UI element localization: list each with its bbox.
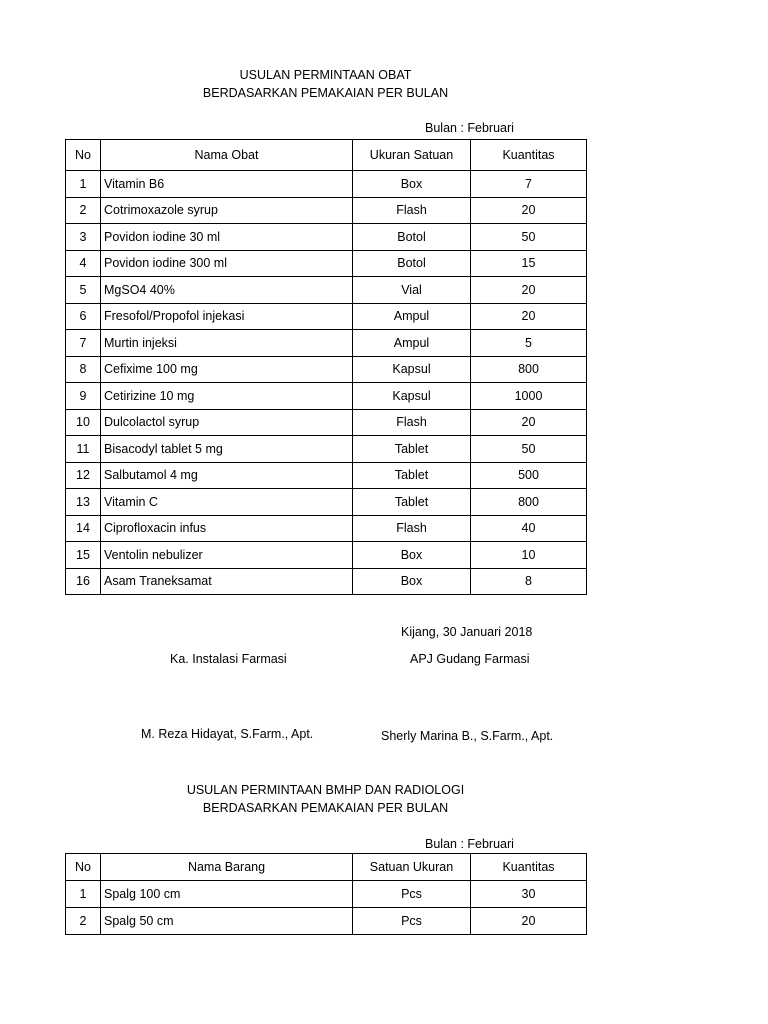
cell-no: 8 (66, 356, 101, 383)
doc1-table-body (66, 171, 587, 595)
doc1-title-line2: BERDASARKAN PEMAKAIAN PER BULAN (202, 86, 449, 100)
cell-qty: 8 (471, 568, 587, 595)
cell-qty: 20 (471, 908, 587, 935)
table-row (66, 197, 587, 224)
cell-name: Cetirizine 10 mg (101, 383, 353, 410)
cell-no: 10 (66, 409, 101, 436)
cell-no: 5 (66, 277, 101, 304)
cell-unit: Ampul (353, 330, 471, 357)
cell-no: 16 (66, 568, 101, 595)
cell-unit: Pcs (353, 881, 471, 908)
cell-unit: Flash (353, 409, 471, 436)
col-header-no: No (66, 854, 101, 881)
cell-qty: 500 (471, 462, 587, 489)
cell-no: 9 (66, 383, 101, 410)
cell-name: Murtin injeksi (101, 330, 353, 357)
cell-no: 6 (66, 303, 101, 330)
cell-no: 13 (66, 489, 101, 516)
cell-name: Povidon iodine 300 ml (101, 250, 353, 277)
cell-qty: 40 (471, 515, 587, 542)
cell-no: 14 (66, 515, 101, 542)
table-row (66, 383, 587, 410)
cell-unit: Pcs (353, 908, 471, 935)
cell-qty: 20 (471, 303, 587, 330)
table-row (66, 330, 587, 357)
doc2-header-row (66, 854, 587, 881)
cell-qty: 20 (471, 197, 587, 224)
table-row (66, 542, 587, 569)
cell-qty: 20 (471, 409, 587, 436)
cell-qty: 800 (471, 356, 587, 383)
doc2-title-line2: BERDASARKAN PEMAKAIAN PER BULAN (202, 801, 449, 815)
doc1-header-row (66, 140, 587, 171)
cell-name: Salbutamol 4 mg (101, 462, 353, 489)
cell-no: 7 (66, 330, 101, 357)
col-header-qty: Kuantitas (471, 140, 587, 171)
cell-qty: 20 (471, 277, 587, 304)
cell-no: 3 (66, 224, 101, 251)
col-header-name: Nama Barang (101, 854, 353, 881)
doc1-table (65, 139, 587, 595)
cell-unit: Tablet (353, 436, 471, 463)
cell-unit: Vial (353, 277, 471, 304)
col-header-unit: Satuan Ukuran (353, 854, 471, 881)
col-header-no: No (66, 140, 101, 171)
doc1-title-line1: USULAN PERMINTAAN OBAT (239, 68, 412, 82)
cell-no: 2 (66, 908, 101, 935)
cell-name: Vitamin C (101, 489, 353, 516)
place-date: Kijang, 30 Januari 2018 (401, 625, 533, 639)
col-header-qty: Kuantitas (471, 854, 587, 881)
left-signatory-name: M. Reza Hidayat, S.Farm., Apt. (141, 727, 314, 741)
table-row (66, 250, 587, 277)
cell-qty: 1000 (471, 383, 587, 410)
cell-no: 2 (66, 197, 101, 224)
cell-name: Cefixime 100 mg (101, 356, 353, 383)
table-row (66, 881, 587, 908)
cell-unit: Ampul (353, 303, 471, 330)
table-row (66, 568, 587, 595)
cell-qty: 5 (471, 330, 587, 357)
table-row (66, 409, 587, 436)
cell-qty: 7 (471, 171, 587, 198)
cell-unit: Kapsul (353, 356, 471, 383)
cell-unit: Tablet (353, 462, 471, 489)
cell-name: Ventolin nebulizer (101, 542, 353, 569)
cell-unit: Tablet (353, 489, 471, 516)
col-header-unit: Ukuran Satuan (353, 140, 471, 171)
cell-unit: Box (353, 171, 471, 198)
cell-unit: Flash (353, 197, 471, 224)
cell-unit: Kapsul (353, 383, 471, 410)
cell-name: Ciprofloxacin infus (101, 515, 353, 542)
table-row (66, 436, 587, 463)
cell-unit: Flash (353, 515, 471, 542)
col-header-name: Nama Obat (101, 140, 353, 171)
cell-name: MgSO4 40% (101, 277, 353, 304)
doc2-month: Bulan : Februari (425, 837, 514, 851)
cell-unit: Botol (353, 250, 471, 277)
table-row (66, 489, 587, 516)
right-signatory-name: Sherly Marina B., S.Farm., Apt. (381, 729, 554, 743)
table-row (66, 356, 587, 383)
left-role: Ka. Instalasi Farmasi (170, 652, 287, 666)
table-row (66, 224, 587, 251)
table-row (66, 908, 587, 935)
cell-qty: 800 (471, 489, 587, 516)
table-row (66, 171, 587, 198)
doc2-table (65, 853, 587, 935)
cell-name: Asam Traneksamat (101, 568, 353, 595)
cell-name: Fresofol/Propofol injekasi (101, 303, 353, 330)
cell-name: Spalg 100 cm (101, 881, 353, 908)
cell-qty: 50 (471, 436, 587, 463)
cell-no: 1 (66, 881, 101, 908)
cell-qty: 50 (471, 224, 587, 251)
cell-unit: Box (353, 542, 471, 569)
table-row (66, 303, 587, 330)
cell-no: 12 (66, 462, 101, 489)
table-row (66, 462, 587, 489)
cell-name: Spalg 50 cm (101, 908, 353, 935)
cell-name: Cotrimoxazole syrup (101, 197, 353, 224)
doc2-table-body (66, 881, 587, 935)
cell-no: 4 (66, 250, 101, 277)
table-row (66, 515, 587, 542)
cell-qty: 30 (471, 881, 587, 908)
cell-name: Povidon iodine 30 ml (101, 224, 353, 251)
cell-name: Dulcolactol syrup (101, 409, 353, 436)
cell-qty: 15 (471, 250, 587, 277)
cell-unit: Box (353, 568, 471, 595)
cell-no: 1 (66, 171, 101, 198)
cell-qty: 10 (471, 542, 587, 569)
cell-no: 11 (66, 436, 101, 463)
cell-name: Vitamin B6 (101, 171, 353, 198)
doc1-month: Bulan : Februari (425, 121, 514, 135)
doc2-title-line1: USULAN PERMINTAAN BMHP DAN RADIOLOGI (186, 783, 465, 797)
cell-no: 15 (66, 542, 101, 569)
table-row (66, 277, 587, 304)
right-role: APJ Gudang Farmasi (410, 652, 530, 666)
cell-unit: Botol (353, 224, 471, 251)
cell-name: Bisacodyl tablet 5 mg (101, 436, 353, 463)
